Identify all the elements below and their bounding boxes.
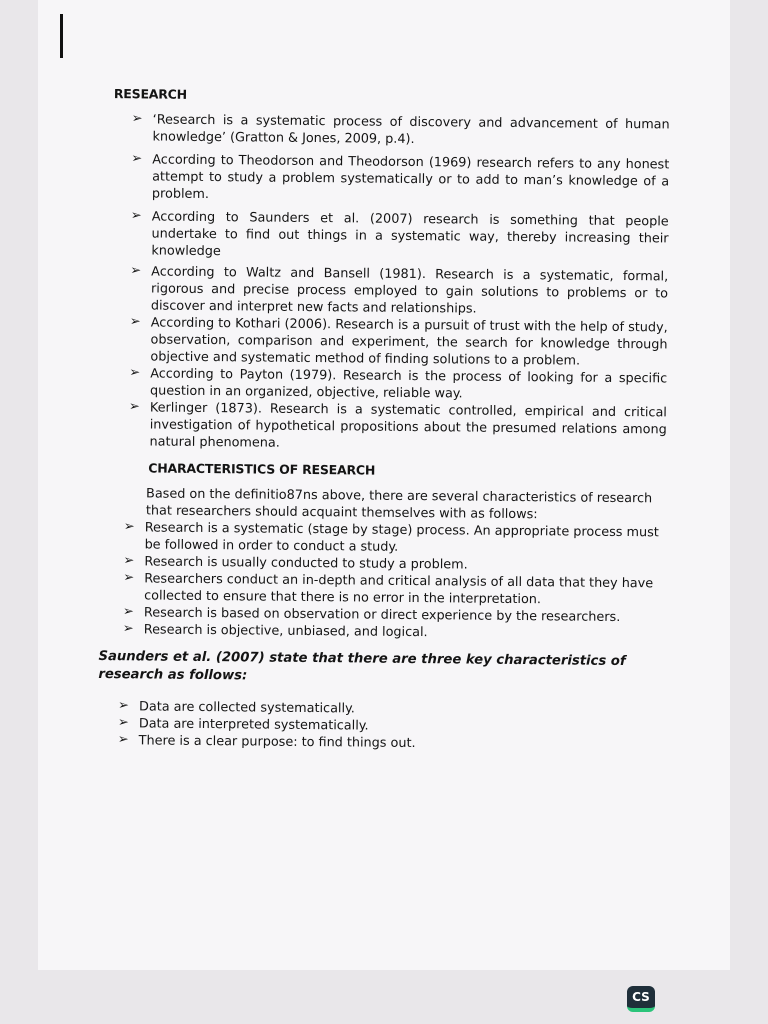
arrow-bullet-icon: ➢ [131,111,143,127]
arrow-bullet-icon: ➢ [123,519,135,535]
list-item: ➢ There is a clear purpose: to find things out. [117,732,416,752]
arrow-bullet-icon: ➢ [129,314,141,330]
list-item: ➢ According to Saunders et al. (2007) research is something that people undertake to find out things in a systematic way, thereby increasing their knowledge [130,208,669,260]
saunders-lead: Saunders et al. (2007) state that there are three key characteristics of research as follows: [98,648,626,684]
list-item: ➢ According to Payton (1979). Research is the process of looking for a specific question in an organized, objective, reliable way. [129,365,668,402]
list-item: ➢ ‘Research is a systematic process of discovery and advancement of human knowledge’ (Gratton & Jones, 2009, p.4). [131,111,670,147]
document-content [98,86,670,754]
list-item: ➢ Kerlinger (1873). Research is a systematic controlled, empirical and critical investigation of hypothetical propositions about the presumed relations among natural phenomena. [128,399,667,451]
arrow-bullet-icon: ➢ [123,570,135,586]
list-item: ➢ Data are interpreted systematically. [117,715,369,734]
list-item: ➢ Research is objective, unbiased, and logical. [122,621,428,641]
list-item: ➢ Research is usually conducted to study a problem. [123,553,468,573]
list-item: ➢ According to Kothari (2006). Research is a pursuit of trust with the help of study, observation, comparison and experiment, the search for knowledge through objective and systematic method of finding solutions to a problem. [129,314,668,369]
definitions-list [129,111,670,455]
characteristics-heading: CHARACTERISTICS OF RESEARCH [148,460,376,478]
list-item: ➢ According to Waltz and Bansell (1981). Research is a systematic, formal, rigorous and precise process employed to gain solutions to problems or to discover and interpret new facts and relationships. [130,263,669,317]
arrow-bullet-icon: ➢ [117,698,130,714]
list-item: ➢ According to Theodorson and Theodorson (1969) research refers to any honest attempt to study a problem systematically or to add to man’s knowledge of a problem. [131,151,670,203]
characteristics-intro: Based on the definitio87ns above, there are several characteristics of research that researchers should acquaint themselves with as follows: [145,486,653,523]
research-heading: RESEARCH [113,86,188,102]
arrow-bullet-icon: ➢ [117,715,129,731]
arrow-bullet-icon: ➢ [122,621,134,637]
arrow-bullet-icon: ➢ [128,399,140,415]
camscanner-logo-icon: CS [627,986,655,1012]
margin-mark [60,14,63,58]
arrow-bullet-icon: ➢ [122,604,134,620]
list-item: ➢ Research is based on observation or direct experience by the researchers. [122,604,621,625]
characteristics-list [123,519,666,643]
list-item: ➢ Research is a systematic (stage by stage) process. An appropriate process must be followed in order to conduct a study. [123,519,659,555]
list-item: ➢ Researchers conduct an in-depth and critical analysis of all data that they have collected to ensure that there is no error in the interpretation. [123,570,654,608]
arrow-bullet-icon: ➢ [131,151,143,167]
arrow-bullet-icon: ➢ [130,208,142,224]
key-characteristics-list [118,698,664,754]
list-item: ➢ Data are collected systematically. [117,698,355,717]
arrow-bullet-icon: ➢ [130,263,142,279]
arrow-bullet-icon: ➢ [123,553,135,569]
arrow-bullet-icon: ➢ [129,365,141,381]
arrow-bullet-icon: ➢ [117,732,129,748]
